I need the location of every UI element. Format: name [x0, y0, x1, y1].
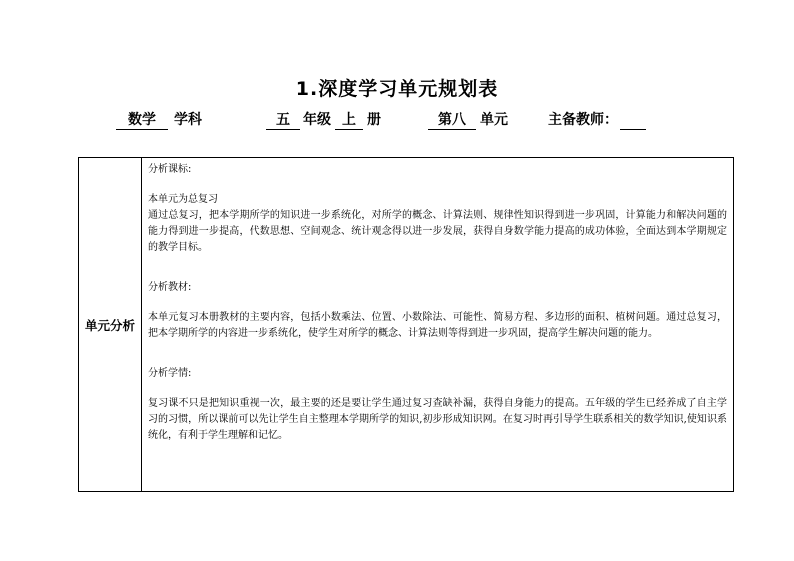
unit-value: 第八	[428, 111, 476, 130]
subject-value: 数学	[116, 111, 168, 130]
section-paragraph: 复习课不只是把知识重视一次，最主要的还是要让学生通过复习查缺补漏，获得自身能力的提高。五年级的学生已经养成了自主学习的习惯，所以课前可以先让学生自主整理本学期所学的知识,初步形成知识网。在复习时再引导学生联系相关的数学知识,使知识系统化，有利于学生理解和记忆。	[148, 398, 727, 441]
section-paragraph: 本单元为总复习	[148, 194, 218, 205]
section-title-students: 分析学情:	[148, 368, 192, 379]
unit-label: 单元	[480, 112, 508, 128]
section-title-curriculum: 分析课标:	[148, 164, 192, 175]
unit-group	[428, 111, 508, 130]
row-header-cell	[79, 158, 142, 491]
grade-value: 五	[266, 111, 300, 130]
subject-group	[116, 111, 202, 130]
row-header-text: 单元分析	[84, 317, 135, 333]
analysis-content-cell	[142, 158, 733, 491]
teacher-label: 主备教师：	[548, 112, 618, 128]
teacher-blank	[620, 111, 646, 130]
unit-analysis-table	[78, 157, 734, 492]
grade-group	[266, 111, 381, 130]
term-label: 册	[367, 112, 381, 128]
subject-label: 学科	[174, 112, 202, 128]
grade-label: 年级	[303, 112, 331, 128]
section-title-textbook: 分析教材:	[148, 282, 192, 293]
header-info-row	[0, 111, 794, 133]
document-title: 1.深度学习单元规划表	[295, 78, 499, 100]
term-value: 上	[335, 111, 363, 130]
section-paragraph: 本单元复习本册教材的主要内容，包括小数乘法、位置、小数除法、可能性、简易方程、多边形的面积、植树问题。通过总复习，把本学期所学的内容进一步系统化，使学生对所学的概念、计算法则等得到进一步巩固，提高学生解决问题的能力。	[148, 312, 727, 339]
section-paragraph: 通过总复习，把本学期所学的知识进一步系统化，对所学的概念、计算法则、规律性知识得到进一步巩固，计算能力和解决问题的能力得到进一步提高，代数思想、空间观念、统计观念得以进一步发展，获得自身数学能力提高的成功体验，全面达到本学期规定的教学目标。	[148, 210, 727, 253]
teacher-group	[548, 111, 646, 130]
